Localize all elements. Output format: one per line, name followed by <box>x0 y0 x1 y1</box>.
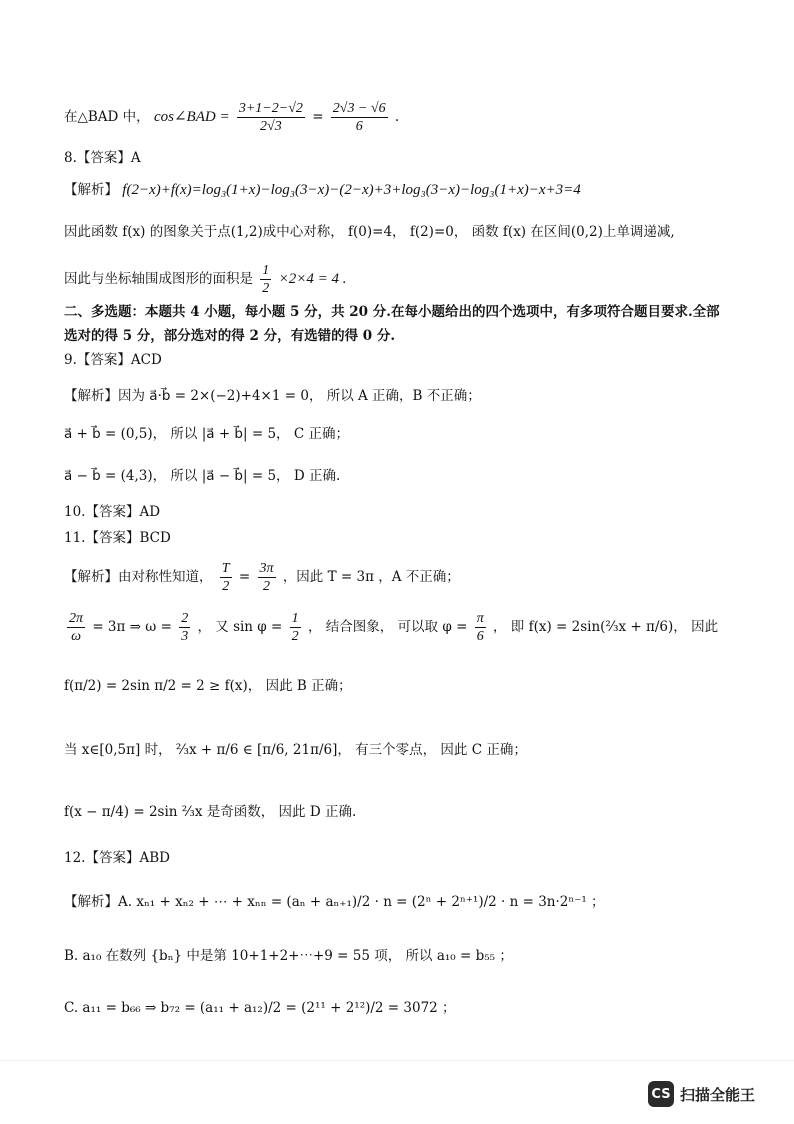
q11-line5: f(x − π/4) = 2sin ⅔x 是奇函数， 因此 D 正确. <box>64 804 357 820</box>
q12-answer: 12.【答案】ABD <box>64 850 170 866</box>
q12-line-b: B. a₁₀ 在数列 {bₙ} 中是第 10+1+2+⋯+9 = 55 项， 所以 a₁₀ = b₅₅ ； <box>64 948 513 964</box>
fraction-2 <box>331 100 388 135</box>
cs-logo-icon: CS <box>648 1081 674 1107</box>
fraction-1 <box>237 100 305 135</box>
fraction-one-half <box>290 610 301 645</box>
q11-explanation <box>64 560 754 595</box>
q12-explanation: 【解析】A. xₙ₁ + xₙ₂ + ⋯ + xₙₙ = (aₙ + aₙ₊₁)/2 · n = (2ⁿ + 2ⁿ⁺¹)/2 · n = 3n·2ⁿ⁻¹ ； <box>64 894 605 910</box>
frac-den: 2 <box>291 629 299 644</box>
q11-line3: f(π/2) = 2sin π/2 = 2 ≥ f(x)， 因此 B 正确； <box>64 678 352 694</box>
area-text: 因此与坐标轴围成图形的面积是 <box>64 271 253 287</box>
frac-num: 2√3 − √6 <box>332 101 386 116</box>
q8-explanation <box>64 180 754 200</box>
frac-den: ω <box>71 629 81 644</box>
frac-num: 3+1−2−√2 <box>238 101 303 116</box>
q8-answer: 8.【答案】A <box>64 150 141 166</box>
cos-bad-line <box>64 100 754 135</box>
frac-den: 6 <box>355 119 363 134</box>
frac-den: 2√3 <box>260 119 282 134</box>
q11-line2 <box>64 610 754 645</box>
period: . <box>394 109 400 125</box>
section2-header-line2: 选对的得 5 分，部分选对的得 2 分，有选错的得 0 分. <box>64 328 396 344</box>
frac-num: 2 <box>181 611 189 626</box>
frac-num: 3π <box>259 561 274 576</box>
frac-num: 1 <box>262 263 270 278</box>
fraction-half <box>260 262 271 297</box>
scanner-watermark <box>648 1080 755 1108</box>
equals-sign: = <box>312 109 324 125</box>
phi-text: ， 结合图象， 可以取 φ = <box>307 619 468 635</box>
symmetry-text: 【解析】由对称性知道， <box>64 569 213 585</box>
sin-phi-text: ， 又 sin φ = <box>197 619 283 635</box>
q8-line2: 因此函数 f(x) 的图象关于点(1,2)成中心对称， f(0)=4， f(2)=0， 函数 f(x) 在区间(0,2)上单调递减, <box>64 224 675 240</box>
fraction-2pi-omega <box>67 610 85 645</box>
q11-line4: 当 x∈[0,5π] 时， ⅔x + π/6 ∈ [π/6, 21π/6]， 有三个零点， 因此 C 正确； <box>64 742 527 758</box>
frac-den: 6 <box>476 629 484 644</box>
frac-num: 2π <box>69 611 84 626</box>
frac-den: 2 <box>222 579 230 594</box>
text-prefix: 在△BAD 中， <box>64 109 150 125</box>
frac-num: 1 <box>291 611 299 626</box>
watermark-text: 扫描全能王 <box>680 1085 756 1104</box>
frac-den: 2 <box>263 579 270 594</box>
q9-explanation: 【解析】因为 a⃗·b⃗ = 2×(−2)+4×1 = 0， 所以 A 正确，B 不正确； <box>64 388 481 404</box>
fraction-t-half <box>220 560 232 595</box>
area-result: ×2×4 = 4 . <box>278 271 347 287</box>
q8-formula: f(2−x)+f(x)=log₃(1+x)−log₃(3−x)−(2−x)+3+log₃(3−x)−log₃(1+x)−x+3=4 <box>122 182 581 198</box>
footer-divider <box>0 1060 794 1061</box>
q10-answer: 10.【答案】AD <box>64 504 161 520</box>
q9-answer: 9.【答案】ACD <box>64 352 162 368</box>
section2-header-line1: 二、多选题：本题共 4 小题，每小题 5 分，共 20 分.在每小题给出的四个选项中，有多项符合题目要求.全部 <box>64 304 720 320</box>
q9-line2: a⃗ + b⃗ = (0,5)， 所以 |a⃗ + b⃗| = 5， C 正确； <box>64 426 349 442</box>
frac-den: 3 <box>181 629 189 644</box>
fraction-3pi-half <box>258 560 276 595</box>
fx-text: ， 即 f(x) = 2sin(⅔x + π/6)， 因此 <box>493 619 719 635</box>
q9-line3: a⃗ − b⃗ = (4,3)， 所以 |a⃗ − b⃗| = 5， D 正确. <box>64 468 341 484</box>
omega-text: = 3π ⇒ ω = <box>92 619 172 635</box>
fraction-pi-six <box>475 610 486 645</box>
period-text: ，因此 T = 3π ，A 不正确； <box>282 569 460 585</box>
frac-den: 2 <box>262 281 270 296</box>
q8-line3 <box>64 262 754 297</box>
explanation-label: 【解析】 <box>64 182 118 198</box>
fraction-two-thirds <box>179 610 190 645</box>
cos-expression: cos∠BAD = <box>153 109 230 125</box>
q12-line-c: C. a₁₁ = b₆₆ ⇒ b₇₂ = (a₁₁ + a₁₂)/2 = (2¹¹ + 2¹²)/2 = 3072 ； <box>64 1000 456 1016</box>
q11-answer: 11.【答案】BCD <box>64 530 171 546</box>
frac-num: π <box>476 611 484 626</box>
frac-num: T <box>221 561 230 576</box>
equals-sign: = <box>238 569 251 585</box>
